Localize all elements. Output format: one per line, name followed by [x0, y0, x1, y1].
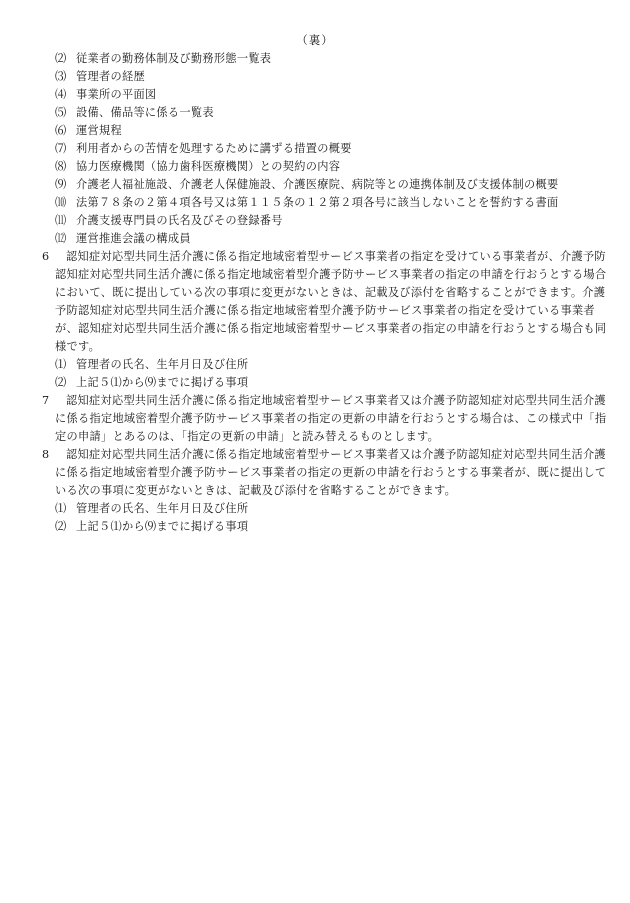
item-text: 介護支援専門員の氏名及びその登録番号: [76, 214, 283, 227]
list-item: [0, 176, 630, 194]
item-text: 従業者の勤務体制及び勤務形態一覧表: [76, 52, 272, 65]
note-text: [0, 392, 630, 446]
note-text: [0, 248, 630, 356]
list-item: [0, 104, 630, 122]
item-number: ⑻: [55, 160, 67, 173]
note-number: 7: [42, 394, 50, 407]
item-number: ⑼: [55, 178, 67, 191]
item-number: ⑺: [55, 142, 67, 155]
item-number: ⑾: [55, 214, 67, 227]
note-line: 予防認知症対応型共同生活介護に係る指定地域密着型介護予防サービス事業者の指定を受けている事業者: [55, 304, 595, 317]
note-line: いる次の事項に変更がないときは、記載及び添付を省略することができます。: [55, 484, 457, 497]
item-number: ⑵: [55, 52, 67, 65]
note-line: 認知症対応型共同生活介護に係る指定地域密着型介護予防サービス事業者の指定の申請を行おうとする場合: [55, 268, 607, 281]
item-text: 上記５⑴から⑼までに掲げる事項: [76, 520, 249, 533]
note-line: 認知症対応型共同生活介護に係る指定地域密着型サービス事業者又は介護予防認知症対応型共同生活介護: [66, 394, 606, 407]
note-line: に係る指定地域密着型介護予防サービス事業者の指定の更新の申請を行おうとする場合は、この様式中「指: [55, 412, 607, 425]
list-item: [0, 140, 630, 158]
note-line: において、既に提出している次の事項に変更がないときは、記載及び添付を省略することができます。介護: [55, 286, 606, 299]
item-number: ⑹: [55, 124, 67, 137]
note-line: が、認知症対応型共同生活介護に係る指定地域密着型サービス事業者の指定の申請を行おうとする場合も同: [55, 322, 607, 335]
item-text: 利用者からの苦情を処理するために講ずる措置の概要: [76, 142, 352, 155]
item-number: ⑸: [55, 106, 67, 119]
item-number: ⑵: [55, 520, 67, 533]
item-text: 協力医療機関（協力歯科医療機関）との契約の内容: [76, 160, 341, 173]
list-item: [0, 374, 630, 392]
item-number: ⑴: [55, 358, 67, 371]
item-text: 管理者の氏名、生年月日及び住所: [76, 502, 249, 515]
note-line: 様です。: [55, 340, 101, 353]
item-text: 設備、備品等に係る一覧表: [76, 106, 214, 119]
list-item: [0, 68, 630, 86]
item-number: ⑵: [55, 376, 67, 389]
list-item: [0, 518, 630, 536]
item-text: 上記５⑴から⑼までに掲げる事項: [76, 376, 249, 389]
item-number: ⑿: [55, 232, 67, 245]
note-line: 定の申請」とあるのは、「指定の更新の申請」と読み替えるものとします。: [55, 430, 440, 443]
item-number: ⑽: [55, 196, 67, 209]
item-text: 法第７８条の２第４項各号又は第１１５条の１２第２項各号に該当しないことを誓約する書面: [76, 196, 559, 209]
note-text: [0, 446, 630, 500]
list-item: [0, 500, 630, 518]
item-text: 管理者の経歴: [76, 70, 145, 83]
page-header-back-side: （裏）: [296, 33, 334, 47]
item-text: 管理者の氏名、生年月日及び住所: [76, 358, 249, 371]
note-7: [0, 392, 630, 446]
note-line: に係る指定地域密着型介護予防サービス事業者の指定の更新の申請を行おうとする事業者が、既に提出して: [55, 466, 607, 479]
item-text: 事業所の平面図: [76, 88, 157, 101]
item-text: 運営規程: [76, 124, 122, 137]
item-number: ⑴: [55, 502, 67, 515]
note-number: 6: [42, 250, 50, 263]
list-item: [0, 158, 630, 176]
list-item: [0, 86, 630, 104]
note-number: 8: [42, 448, 50, 461]
document-body: [0, 50, 630, 536]
list-item: [0, 122, 630, 140]
list-item: [0, 50, 630, 68]
list-item: [0, 356, 630, 374]
note-8: [0, 446, 630, 500]
note-line: 認知症対応型共同生活介護に係る指定地域密着型サービス事業者の指定を受けている事業者が、介護予防: [66, 250, 606, 263]
item-text: 運営推進会議の構成員: [76, 232, 191, 245]
list-item: [0, 194, 630, 212]
item-number: ⑶: [55, 70, 67, 83]
list-item: [0, 230, 630, 248]
item-number: ⑷: [55, 88, 67, 101]
item-text: 介護老人福祉施設、介護老人保健施設、介護医療院、病院等との連携体制及び支援体制の概要: [76, 178, 559, 191]
list-item: [0, 212, 630, 230]
note-6: [0, 248, 630, 356]
note-line: 認知症対応型共同生活介護に係る指定地域密着型サービス事業者又は介護予防認知症対応型共同生活介護: [66, 448, 606, 461]
